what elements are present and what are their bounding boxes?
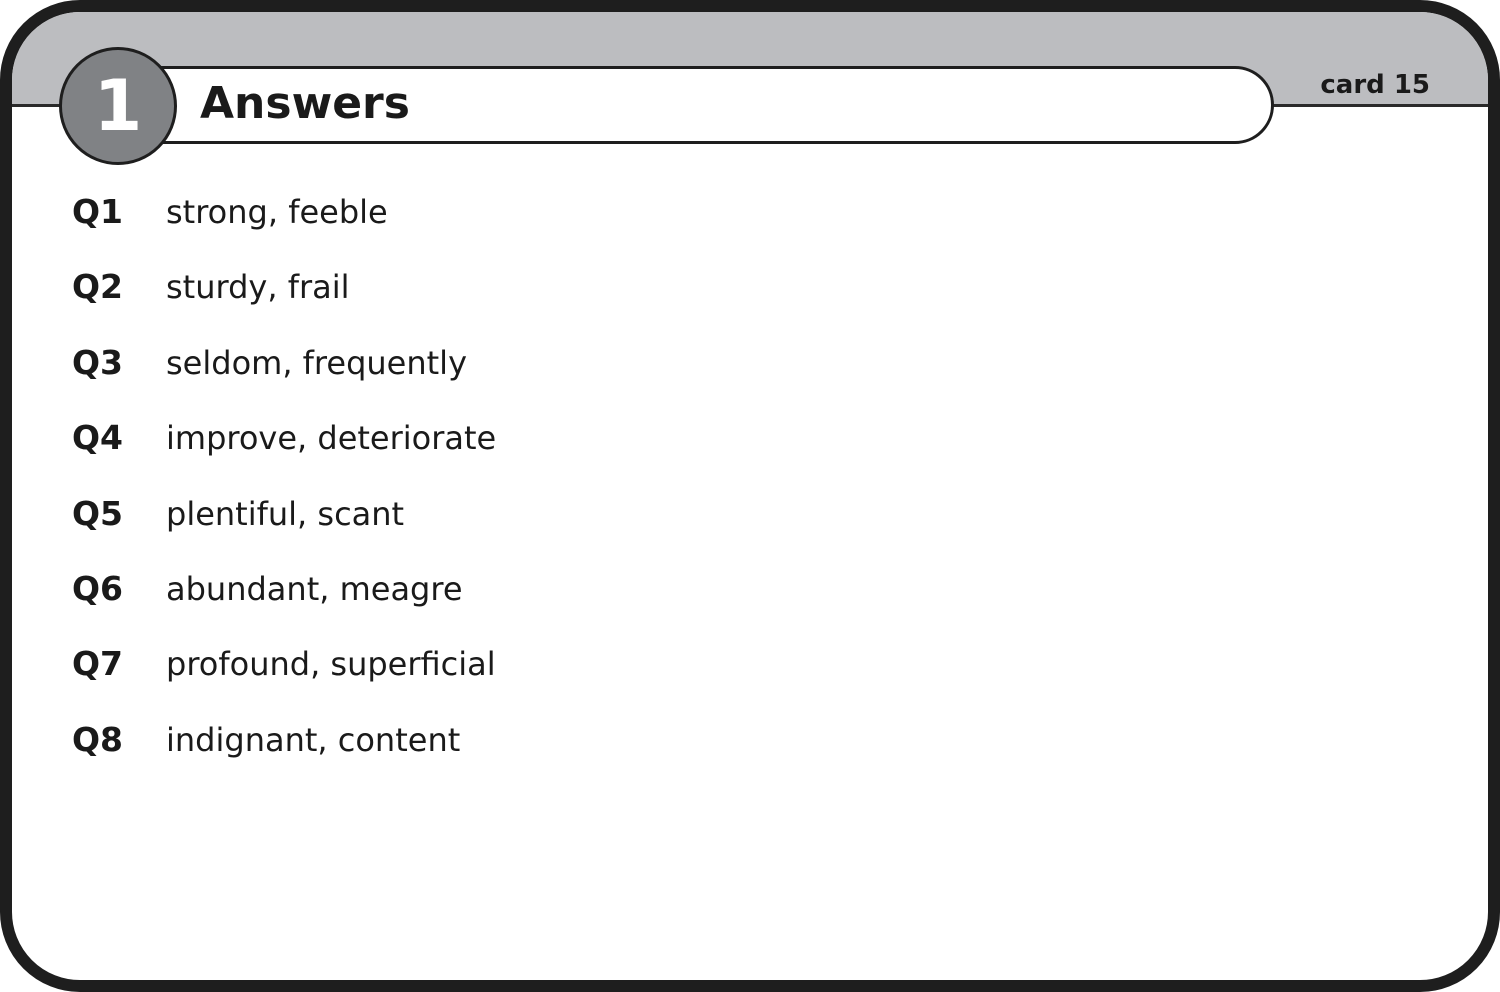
page-title: Answers (200, 78, 410, 129)
answer-text: abundant, meagre (166, 569, 463, 608)
answer-row-q7 (72, 644, 496, 719)
question-label: Q8 (72, 719, 124, 759)
answer-row-q4 (72, 418, 496, 493)
question-label: Q2 (72, 267, 124, 307)
badge-number: 1 (93, 65, 143, 147)
question-label: Q4 (72, 418, 124, 458)
answer-row-q6 (72, 569, 496, 644)
question-label: Q5 (72, 493, 124, 533)
number-badge (59, 47, 177, 165)
answer-text: improve, deteriorate (166, 419, 497, 458)
answer-list (72, 192, 496, 795)
answer-row-q2 (72, 267, 496, 342)
card-label: card 15 (1320, 70, 1430, 100)
answer-text: sturdy, frail (166, 268, 350, 307)
question-label: Q3 (72, 342, 124, 382)
answer-text: seldom, frequently (166, 343, 467, 382)
answer-text: plentiful, scant (166, 494, 405, 533)
answer-row-q1 (72, 192, 496, 267)
answer-text: indignant, content (166, 720, 461, 759)
question-label: Q7 (72, 644, 124, 684)
question-label: Q6 (72, 568, 124, 608)
answer-row-q3 (72, 343, 496, 418)
answer-row-q8 (72, 720, 496, 795)
answer-text: strong, feeble (166, 193, 388, 231)
answer-text: profound, superficial (166, 645, 496, 684)
question-label: Q1 (72, 192, 124, 231)
answer-row-q5 (72, 494, 496, 569)
